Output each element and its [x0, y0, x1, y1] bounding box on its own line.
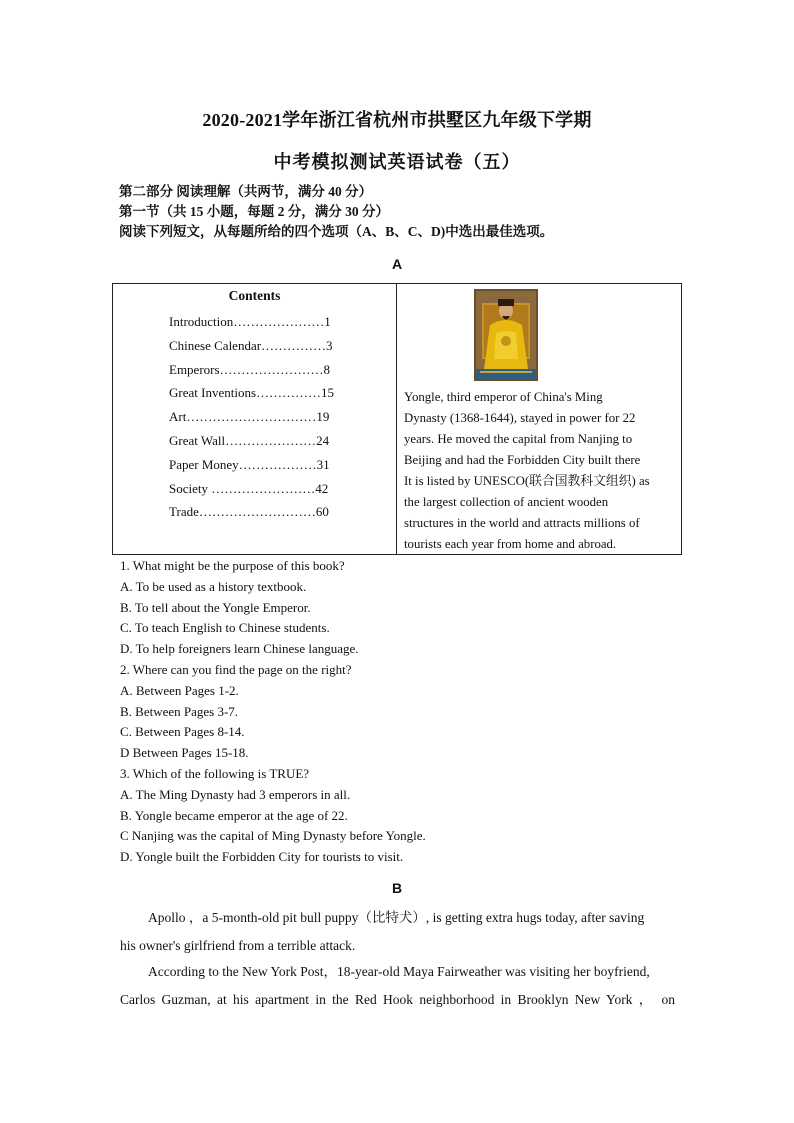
- passage-b-paragraph-1: [120, 904, 675, 960]
- toc-item: Paper Money………………31: [169, 456, 330, 472]
- option-line: C Nanjing was the capital of Ming Dynasty before Yongle.: [120, 828, 426, 844]
- description-line: Dynasty (1368-1644), stayed in power for 22: [404, 411, 636, 425]
- option-line: D. To help foreigners learn Chinese language.: [120, 641, 359, 657]
- passage-b-paragraph-2: [120, 958, 675, 1014]
- option-line: C. To teach English to Chinese students.: [120, 620, 330, 636]
- description-line: years. He moved the capital from Nanjing to: [404, 432, 633, 446]
- yongle-description: [404, 387, 676, 555]
- exam-title-line2: 中考模拟测试英语试卷（五）: [273, 152, 521, 172]
- question-3: 3. Which of the following is TRUE?: [120, 765, 310, 781]
- toc-item: Society ……………………42: [169, 480, 329, 496]
- contents-title: Contents: [228, 288, 281, 303]
- table-divider: [396, 284, 397, 554]
- description-line: Beijing and had the Forbidden City built there: [404, 453, 641, 467]
- passage-a-table: [112, 283, 682, 555]
- part-instruction: 第二部分 阅读理解（共两节，满分 40 分）: [119, 184, 373, 199]
- option-line: D Between Pages 15-18.: [120, 745, 249, 761]
- passage-a-label: A: [391, 256, 403, 272]
- reading-direction: 阅读下列短文，从每题所给的四个选项（A、B、C、D)中选出最佳选项。: [119, 224, 554, 239]
- emperor-portrait-image: [474, 289, 538, 381]
- option-line: A. The Ming Dynasty had 3 emperors in all.: [120, 786, 351, 802]
- paragraph-line: Carlos Guzman, at his apartment in the Red Hook neighborhood in Brooklyn New York ， on: [120, 992, 675, 1007]
- description-line: the largest collection of ancient wooden: [404, 495, 609, 509]
- table-of-contents: [169, 310, 334, 524]
- question-1: 1. What might be the purpose of this book?: [120, 558, 345, 573]
- questions-list: [120, 556, 426, 868]
- toc-item: Introduction…………………1: [169, 314, 331, 329]
- option-line: A. To be used as a history textbook.: [120, 578, 307, 594]
- toc-item: Art…………………………19: [169, 409, 330, 425]
- toc-item: Chinese Calendar……………3: [169, 337, 333, 353]
- toc-item: Great Inventions……………15: [169, 385, 335, 401]
- paragraph-line: According to the New York Post，18-year-old Maya Fairweather was visiting her boyfriend,: [148, 964, 650, 979]
- passage-b-label: B: [391, 880, 403, 896]
- option-line: D. Yongle built the Forbidden City for tourists to visit.: [120, 849, 404, 865]
- option-line: A. Between Pages 1-2.: [120, 682, 239, 698]
- option-line: B. To tell about the Yongle Emperor.: [120, 599, 311, 615]
- option-line: C. Between Pages 8-14.: [120, 724, 245, 740]
- description-line: It is listed by UNESCO(联合国教科文组织) as: [404, 474, 650, 488]
- section-instruction: 第一节（共 15 小题，每题 2 分，满分 30 分）: [119, 204, 389, 219]
- question-2: 2. Where can you find the page on the right?: [120, 661, 352, 677]
- exam-title-line1: 2020-2021学年浙江省杭州市拱墅区九年级下学期: [202, 110, 592, 130]
- toc-item: Great Wall…………………24: [169, 432, 330, 448]
- description-line: Yongle, third emperor of China's Ming: [404, 390, 603, 404]
- toc-item: Trade………………………60: [169, 504, 329, 520]
- toc-item: Emperors……………………8: [169, 361, 331, 377]
- paragraph-line: his owner's girlfriend from a terrible attack.: [120, 938, 356, 953]
- option-line: B. Between Pages 3-7.: [120, 703, 239, 719]
- option-line: B. Yongle became emperor at the age of 22.: [120, 807, 348, 823]
- paragraph-line: Apollo ，a 5-month-old pit bull puppy（比特犬）, is getting extra hugs today, after saving: [148, 910, 645, 925]
- description-line: tourists each year from home and abroad.: [404, 537, 617, 551]
- description-line: structures in the world and attracts millions of: [404, 516, 640, 530]
